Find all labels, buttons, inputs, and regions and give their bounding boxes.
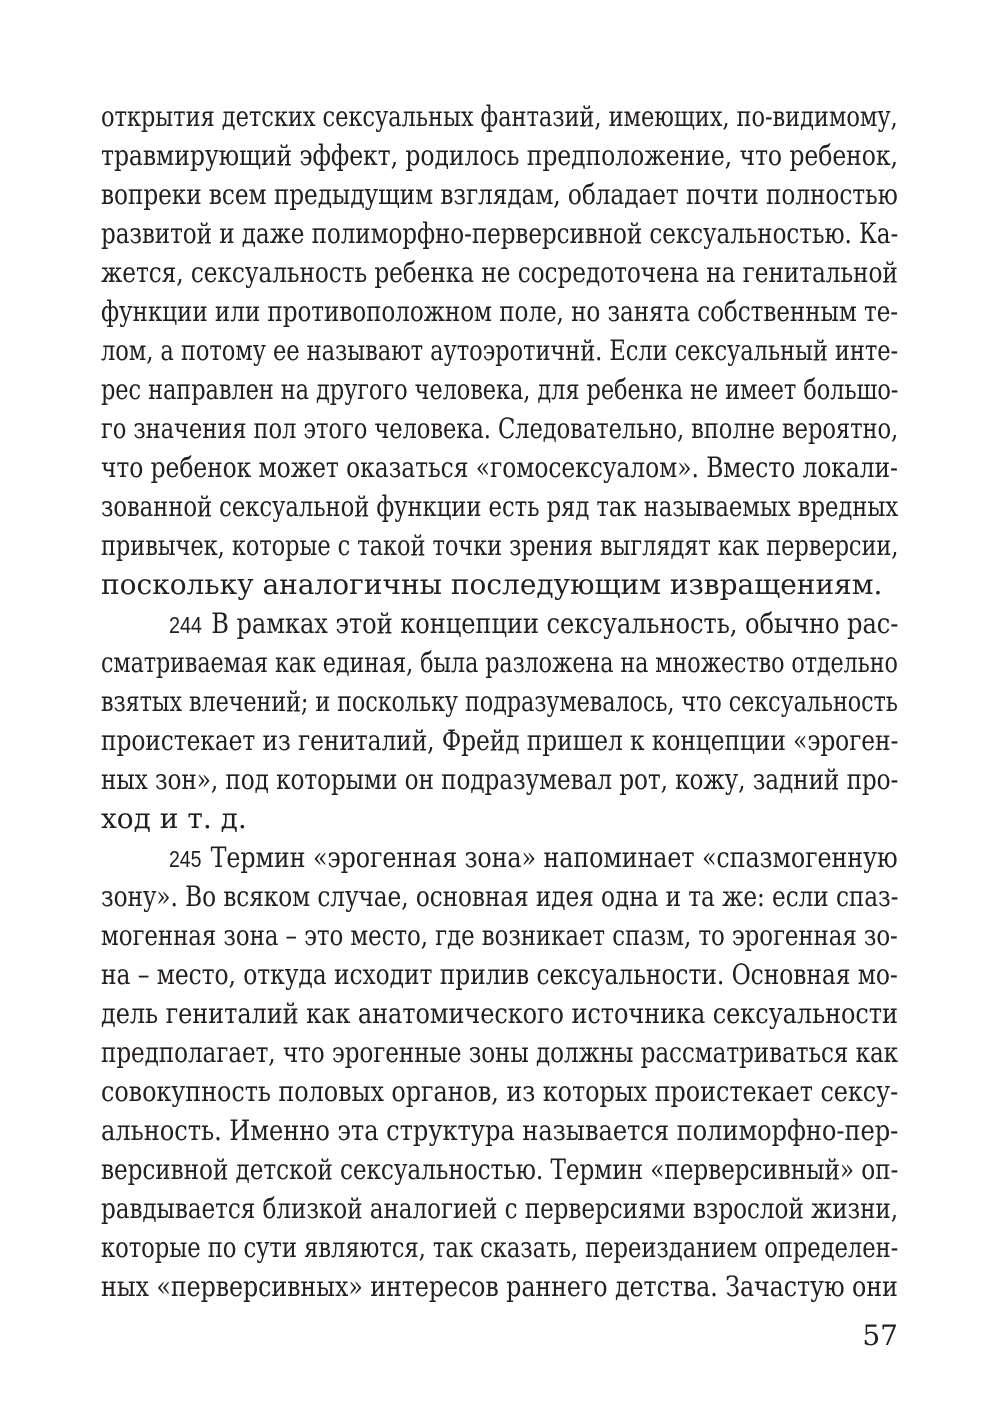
text-line: Термин «эрогенная зона» напоминает «спазмогенную xyxy=(210,841,898,874)
text-line: версивной детской сексуальностью. Термин «перверсивный» оп- xyxy=(101,1153,899,1186)
text-line: функции или противоположном поле, но занята собственным те- xyxy=(101,295,899,328)
text-line: травмирующий эффект, родилось предположение, что ребенок, xyxy=(101,139,898,172)
text-line: проистекает из гениталий, Фрейд пришел к концепции «эроген- xyxy=(101,724,899,757)
text-line: совокупность половых органов, из которых проистекает сексу- xyxy=(101,1075,899,1108)
text-line: В рамках этой концепции сексуальность, обычно рас- xyxy=(211,607,899,640)
text-line: зону». Во всяком случае, основная идея одна и та же: если спаз- xyxy=(101,880,899,913)
text-line: лом, а потому ее называют аутоэротичнй. Если сексуальный инте- xyxy=(101,334,899,367)
text-line: которые по сути являются, так сказать, переизданием определен- xyxy=(101,1231,899,1264)
text-line: открытия детских сексуальных фантазий, имеющих, по-видимому, xyxy=(101,100,898,133)
paragraph-number: 244 xyxy=(169,612,202,638)
text-line: что ребенок может оказаться «гомосексуалом». Вместо локали- xyxy=(101,451,898,484)
paragraph-number: 245 xyxy=(169,846,202,872)
text-line: ных зон», под которыми он подразумевал рот, кожу, задний про- xyxy=(101,763,899,796)
paragraph-244-first-line xyxy=(169,604,899,644)
text-line: поскольку аналогичны последующим извращениям. xyxy=(101,568,883,601)
page-number: 57 xyxy=(862,1319,898,1352)
text-line: на – место, откуда исходит прилив сексуальности. Основная мо- xyxy=(101,958,898,991)
paragraph-245-first-line xyxy=(169,838,898,878)
text-line: равдывается близкой аналогией с перверсиями взрослой жизни, xyxy=(101,1192,899,1225)
text-line: развитой и даже полиморфно-перверсивной сексуальностью. Ка- xyxy=(101,217,899,250)
text-line: сматриваемая как единая, была разложена на множество отдельно xyxy=(101,646,898,679)
text-line: альность. Именно эта структура называется полиморфно-пер- xyxy=(101,1114,899,1147)
text-line: жется, сексуальность ребенка не сосредоточена на генитальной xyxy=(101,256,898,289)
text-line: могенная зона – это место, где возникает спазм, то эрогенная зо- xyxy=(101,919,898,952)
text-line: го значения пол этого человека. Следовательно, вполне вероятно, xyxy=(101,412,899,445)
text-line: дель гениталий как анатомического источника сексуальности xyxy=(101,997,898,1030)
text-line: взятых влечений; и поскольку подразумевалось, что сексуальность xyxy=(101,685,898,718)
text-line: предполагает, что эрогенные зоны должны рассматриваться как xyxy=(101,1036,899,1069)
text-line: вопреки всем предыдущим взглядам, обладает почти полностью xyxy=(101,178,898,211)
text-line: привычек, которые с такой точки зрения выглядят как перверсии, xyxy=(101,529,899,562)
text-line: рес направлен на другого человека, для ребенка не имеет большо- xyxy=(101,373,899,406)
text-line: ных «перверсивных» интересов раннего детства. Зачастую они xyxy=(101,1270,898,1303)
text-line: зованной сексуальной функции есть ряд так называемых вредных xyxy=(101,490,899,523)
text-line: ход и т. д. xyxy=(101,802,247,835)
